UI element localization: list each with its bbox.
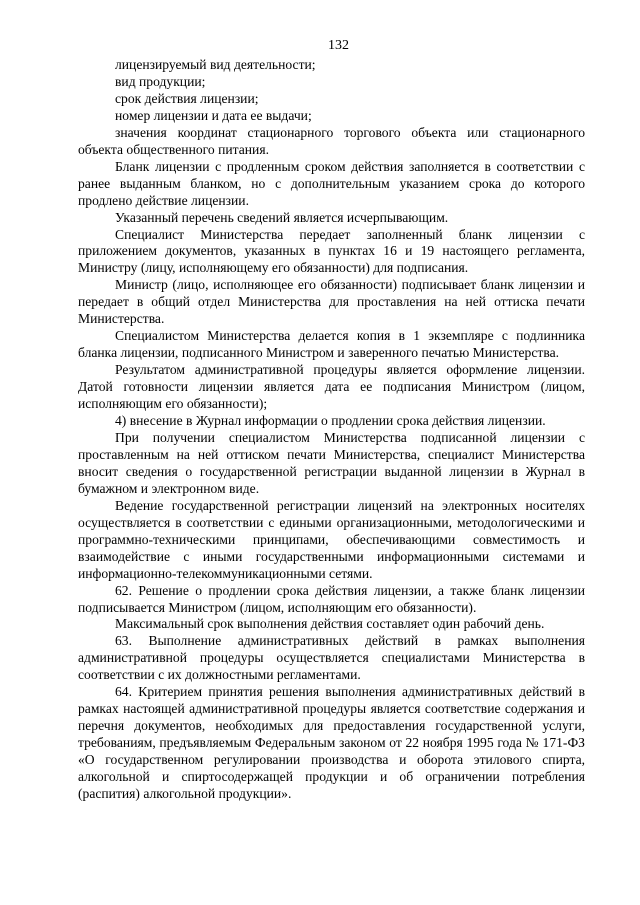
paragraph: 63. Выполнение административных действий в рамках выполнения административной процедуры осуществляется специалистами Министерства в соответствии с их должностными регламентами. (78, 633, 585, 683)
paragraph: номер лицензии и дата ее выдачи; (115, 107, 312, 123)
paragraph: Ведение государственной регистрации лицензий на электронных носителях осуществляется в соответствии с едиными организационными, методологическими и программно-техническими принципами, обеспечивающими совместимость и взаимодействие с иными государственными информационными системами и информационно-телекоммуникационными сетями. (78, 497, 585, 581)
paragraph: срок действия лицензии; (115, 90, 259, 106)
document-body (78, 57, 585, 803)
paragraph: 64. Критерием принятия решения выполнения административных действий в рамках настоящей административной процедуры является соответствие содержания и перечня документов, необходимых для предоставления государственной услуги, требованиям, предъявляемым Федеральным законом от 22 ноября 1995 года № 171-ФЗ «О государственном регулировании производства и оборота этилового спирта, алкогольной и спиртосодержащей продукции и об ограничении потребления (распития) алкогольной продукции». (78, 684, 585, 801)
page-number: 132 (328, 38, 349, 53)
paragraph: Специалист Министерства передает заполненный бланк лицензии с приложением документов, указанных в пунктах 16 и 19 настоящего регламента, Министру (лицу, исполняющему его обязанности) для подписания. (78, 226, 585, 276)
paragraph: значения координат стационарного торгового объекта или стационарного объекта общественного питания. (78, 124, 585, 157)
paragraph: Указанный перечень сведений является исчерпывающим. (115, 209, 449, 225)
paragraph: Максимальный срок выполнения действия составляет один рабочий день. (115, 616, 545, 632)
paragraph: 62. Решение о продлении срока действия лицензии, а также бланк лицензии подписывается Министром (лицом, исполняющим его обязанности). (78, 582, 585, 615)
paragraph: вид продукции; (115, 73, 206, 89)
paragraph: лицензируемый вид деятельности; (115, 57, 316, 72)
paragraph: При получении специалистом Министерства подписанной лицензии с проставленным на ней оттиском печати Министерства, специалист Министерства вносит сведения о государственной регистрации выданной лицензии в Журнал в бумажном и электронном виде. (78, 429, 585, 496)
paragraph: Специалистом Министерства делается копия в 1 экземпляре с подлинника бланка лицензии, подписанного Министром и заверенного печатью Министерства. (78, 328, 585, 361)
paragraph: 4) внесение в Журнал информации о продлении срока действия лицензии. (115, 413, 546, 429)
paragraph: Результатом административной процедуры является оформление лицензии. Датой готовности лицензии является дата ее подписания Министром (лицом, исполняющим его обязанности); (78, 362, 585, 412)
paragraph: Министр (лицо, исполняющее его обязанности) подписывает бланк лицензии и передает в общий отдел Министерства для проставления на ней оттиска печати Министерства. (78, 277, 585, 327)
paragraph: Бланк лицензии с продленным сроком действия заполняется в соответствии с ранее выданным бланком, но с дополнительным указанием срока до которого продлено действие лицензии. (78, 158, 585, 208)
